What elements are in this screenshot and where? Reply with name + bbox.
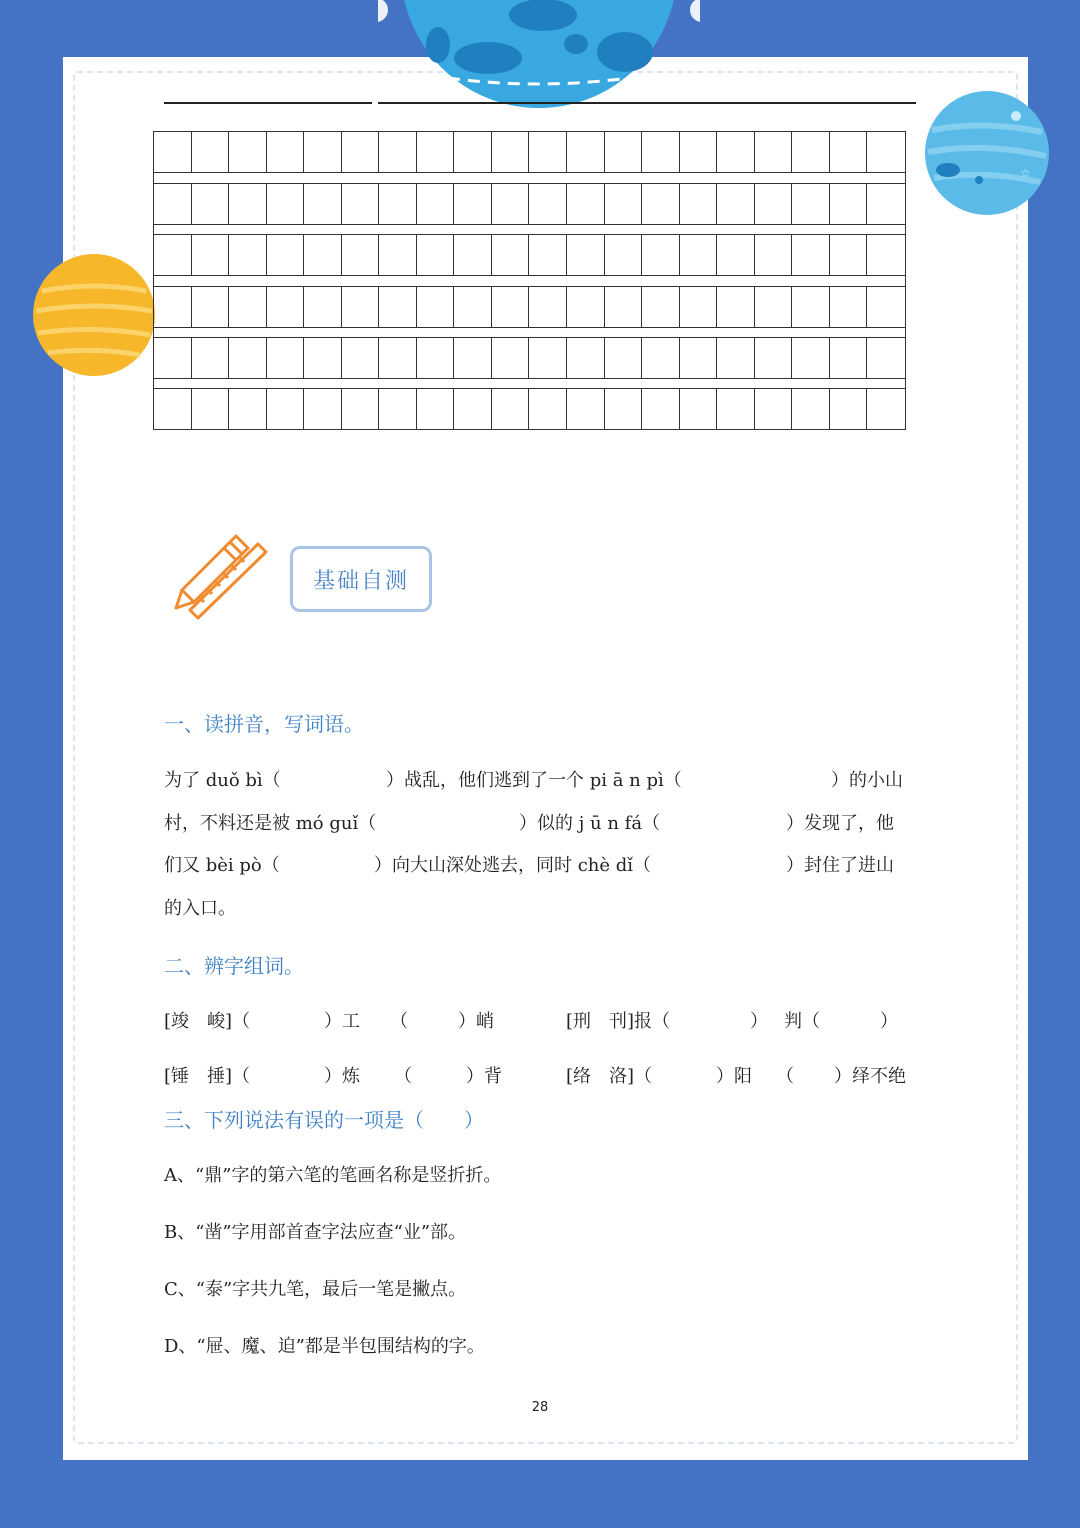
grid-cell [229, 235, 267, 275]
grid-cell [492, 235, 530, 275]
grid-cell [717, 287, 755, 327]
grid-row [153, 131, 906, 173]
grid-cell [642, 235, 680, 275]
option-c: C、“泰”字共九笔，最后一笔是撇点。 [164, 1279, 467, 1300]
grid-cell [304, 389, 342, 429]
grid-cell [680, 287, 718, 327]
grid-cell [680, 184, 718, 224]
option-d: D、“屉、魔、迫”都是半包围结构的字。 [164, 1336, 485, 1357]
grid-cell [454, 287, 492, 327]
grid-cell [717, 184, 755, 224]
grid-cell [342, 132, 380, 172]
grid-cell [680, 235, 718, 275]
grid-cell [755, 338, 793, 378]
grid-cell [192, 287, 230, 327]
section2-heading: 二、辨字组词。 [164, 954, 304, 978]
header-blank-line [164, 102, 372, 104]
grid-cell [792, 287, 830, 327]
grid-cell [492, 132, 530, 172]
grid-cell [717, 235, 755, 275]
grid-row [153, 234, 906, 276]
grid-cell [379, 184, 417, 224]
grid-cell [717, 338, 755, 378]
grid-cell [229, 287, 267, 327]
grid-cell [680, 132, 718, 172]
grid-cell [229, 389, 267, 429]
grid-cell [755, 132, 793, 172]
grid-cell [379, 132, 417, 172]
option-b: B、“凿”字用部首查字法应查“业”部。 [164, 1222, 467, 1243]
section1-heading: 一、读拼音，写词语。 [164, 712, 364, 736]
grid-cell [454, 338, 492, 378]
grid-cell [529, 184, 567, 224]
grid-cell [642, 389, 680, 429]
grid-cell [192, 338, 230, 378]
section3-heading: 三、下列说法有误的一项是（ ） [164, 1108, 484, 1132]
option-a: A、“鼎”字的第六笔的笔画名称是竖折折。 [164, 1165, 502, 1186]
grid-cell [492, 338, 530, 378]
grid-cell [417, 184, 455, 224]
grid-cell [529, 287, 567, 327]
grid-cell [680, 389, 718, 429]
planet-right-icon [924, 90, 1050, 216]
grid-cell [529, 389, 567, 429]
grid-cell [304, 132, 342, 172]
svg-text:☆: ☆ [1020, 166, 1031, 180]
grid-cell [304, 235, 342, 275]
grid-cell [417, 132, 455, 172]
grid-cell [755, 184, 793, 224]
grid-cell [304, 184, 342, 224]
grid-cell [830, 132, 868, 172]
grid-cell [605, 184, 643, 224]
grid-row [153, 286, 906, 328]
grid-cell [867, 287, 905, 327]
grid-cell [192, 184, 230, 224]
grid-cell [792, 338, 830, 378]
grid-cell [267, 184, 305, 224]
grid-cell [492, 389, 530, 429]
grid-cell [867, 132, 905, 172]
banner-title: 基础自测 [312, 568, 409, 594]
grid-row-gap [153, 173, 906, 183]
grid-cell [605, 389, 643, 429]
grid-row [153, 388, 906, 430]
grid-cell [154, 338, 192, 378]
grid-cell [304, 287, 342, 327]
grid-cell [304, 338, 342, 378]
grid-cell [755, 287, 793, 327]
grid-cell [830, 389, 868, 429]
planet-left-icon [32, 253, 156, 377]
grid-cell [529, 235, 567, 275]
grid-cell [605, 235, 643, 275]
grid-cell [830, 287, 868, 327]
grid-cell [417, 389, 455, 429]
grid-cell [717, 389, 755, 429]
grid-cell [792, 184, 830, 224]
grid-cell [417, 287, 455, 327]
page-number: 28 [531, 1400, 549, 1415]
grid-cell [605, 338, 643, 378]
grid-cell [342, 338, 380, 378]
grid-cell [642, 132, 680, 172]
grid-cell [267, 389, 305, 429]
grid-cell [680, 338, 718, 378]
grid-cell [492, 184, 530, 224]
grid-cell [792, 132, 830, 172]
grid-cell [154, 132, 192, 172]
grid-row-gap [153, 379, 906, 388]
grid-cell [867, 389, 905, 429]
grid-row [153, 183, 906, 225]
grid-cell [717, 132, 755, 172]
grid-cell [830, 338, 868, 378]
grid-cell [830, 184, 868, 224]
grid-cell [154, 235, 192, 275]
grid-cell [567, 184, 605, 224]
section-banner [290, 546, 432, 612]
grid-cell [267, 338, 305, 378]
grid-cell [454, 132, 492, 172]
grid-cell [379, 389, 417, 429]
grid-cell [492, 287, 530, 327]
header-blank-line [378, 102, 916, 104]
grid-cell [529, 132, 567, 172]
grid-cell [529, 338, 567, 378]
grid-cell [642, 184, 680, 224]
grid-cell [417, 338, 455, 378]
grid-cell [342, 287, 380, 327]
grid-cell [567, 389, 605, 429]
grid-cell [567, 287, 605, 327]
grid-cell [192, 389, 230, 429]
grid-cell [379, 287, 417, 327]
grid-cell [267, 132, 305, 172]
grid-cell [867, 235, 905, 275]
grid-cell [192, 132, 230, 172]
grid-cell [342, 389, 380, 429]
grid-cell [229, 132, 267, 172]
grid-cell [867, 184, 905, 224]
grid-cell [267, 287, 305, 327]
grid-cell [755, 389, 793, 429]
grid-cell [642, 338, 680, 378]
grid-cell [342, 184, 380, 224]
grid-cell [229, 184, 267, 224]
planet-top-icon [378, 0, 700, 110]
grid-row [153, 337, 906, 379]
grid-row-gap [153, 276, 906, 286]
grid-cell [567, 338, 605, 378]
grid-cell [192, 235, 230, 275]
grid-cell [792, 389, 830, 429]
grid-cell [229, 338, 267, 378]
grid-cell [154, 184, 192, 224]
grid-cell [605, 132, 643, 172]
grid-row-gap [153, 328, 906, 337]
grid-cell [867, 338, 905, 378]
grid-cell [454, 389, 492, 429]
grid-cell [267, 235, 305, 275]
grid-cell [605, 287, 643, 327]
pencil-ruler-icon [174, 526, 272, 624]
grid-cell [755, 235, 793, 275]
grid-cell [154, 287, 192, 327]
grid-cell [792, 235, 830, 275]
grid-cell [417, 235, 455, 275]
grid-cell [454, 235, 492, 275]
grid-cell [454, 184, 492, 224]
grid-row-gap [153, 225, 906, 234]
grid-cell [154, 389, 192, 429]
grid-cell [567, 132, 605, 172]
grid-cell [567, 235, 605, 275]
grid-cell [379, 235, 417, 275]
grid-cell [830, 235, 868, 275]
grid-cell [342, 235, 380, 275]
grid-cell [642, 287, 680, 327]
grid-cell [379, 338, 417, 378]
